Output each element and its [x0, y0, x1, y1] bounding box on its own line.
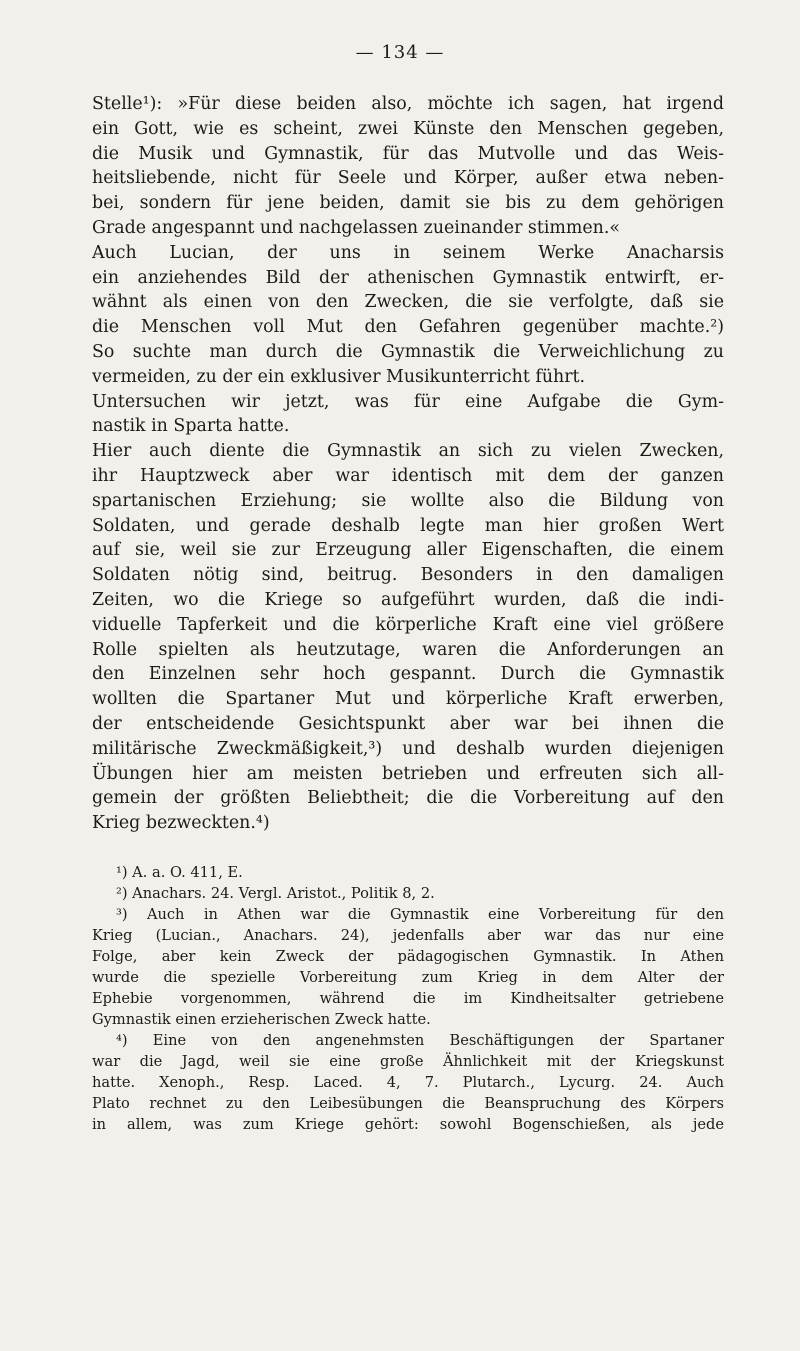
body-line: nastik in Sparta hatte. [92, 416, 290, 437]
footnote-line: Plato rechnet zu den Leibesübungen die Beanspruchung des Körpers [92, 1095, 724, 1112]
page-number: — 134 — [355, 42, 445, 63]
body-line: ihr Hauptzweck aber war identisch mit dem der ganzen [92, 465, 724, 486]
body-line: Zeiten, wo die Kriege so aufgeführt wurden, daß die indi- [92, 589, 724, 610]
footnote-line: war die Jagd, weil sie eine große Ähnlichkeit mit der Kriegskunst [92, 1053, 724, 1070]
body-line: spartanischen Erziehung; sie wollte also die Bildung von [92, 490, 724, 511]
body-line: ein Gott, wie es scheint, zwei Künste den Menschen gegeben, [92, 118, 724, 139]
footnote-line: in allem, was zum Kriege gehört: sowohl Bogenschießen, als jede [92, 1116, 724, 1133]
footnotes [92, 862, 724, 1135]
body-line: Übungen hier am meisten betrieben und erfreuten sich all- [92, 763, 724, 784]
body-line: die Musik und Gymnastik, für das Mutvolle und das Weis- [92, 143, 724, 164]
body-line: Grade angespannt und nachgelassen zueinander stimmen.« [92, 217, 621, 238]
body-line: Untersuchen wir jetzt, was für eine Aufgabe die Gym- [92, 391, 724, 412]
body-line: gemein der größten Beliebtheit; die die Vorbereitung auf den [92, 788, 724, 809]
body-line: bei, sondern für jene beiden, damit sie bis zu dem gehörigen [92, 193, 724, 214]
body-line: So suchte man durch die Gymnastik die Verweichlichung zu [92, 341, 724, 362]
footnote-line: Gymnastik einen erzieherischen Zweck hatte. [92, 1011, 431, 1028]
body-line: die Menschen voll Mut den Gefahren gegenüber machte.²) [92, 317, 724, 338]
footnote-line: Krieg (Lucian., Anachars. 24), jedenfalls aber war das nur eine [92, 927, 724, 944]
body-line: viduelle Tapferkeit und die körperliche Kraft eine viel größere [92, 614, 724, 635]
footnote-line: ¹) A. a. O. 411, E. [116, 864, 243, 881]
body-line: wollten die Spartaner Mut und körperliche Kraft erwerben, [92, 689, 724, 710]
body-line: Rolle spielten als heutzutage, waren die Anforderungen an [92, 639, 724, 660]
footnote-line: Ephebie vorgenommen, während die im Kindheitsalter getriebene [92, 990, 724, 1007]
footnote-line: ⁴) Eine von den angenehmsten Beschäftigungen der Spartaner [116, 1032, 724, 1049]
footnote-line: hatte. Xenoph., Resp. Laced. 4, 7. Plutarch., Lycurg. 24. Auch [92, 1074, 724, 1091]
body-line: Krieg bezweckten.⁴) [92, 813, 270, 834]
body-line: ein anziehendes Bild der athenischen Gymnastik entwirft, er- [92, 267, 724, 288]
body-line: Soldaten nötig sind, beitrug. Besonders in den damaligen [92, 565, 724, 586]
body-line: militärische Zweckmäßigkeit,³) und deshalb wurden diejenigen [92, 738, 724, 759]
body-line: Hier auch diente die Gymnastik an sich zu vielen Zwecken, [92, 441, 724, 462]
body-line: Auch Lucian, der uns in seinem Werke Anacharsis [92, 242, 724, 263]
body-line: auf sie, weil sie zur Erzeugung aller Eigenschaften, die einem [92, 540, 724, 561]
footnote-line: ³) Auch in Athen war die Gymnastik eine Vorbereitung für den [116, 906, 724, 923]
body-line: Soldaten, und gerade deshalb legte man hier großen Wert [92, 515, 724, 536]
body-line: den Einzelnen sehr hoch gespannt. Durch die Gymnastik [92, 664, 724, 685]
body-text [92, 92, 724, 836]
body-line: Stelle¹): »Für diese beiden also, möchte ich sagen, hat irgend [92, 94, 724, 114]
footnote-line: wurde die spezielle Vorbereitung zum Krieg in dem Alter der [92, 969, 724, 986]
footnote-line: Folge, aber kein Zweck der pädagogischen Gymnastik. In Athen [92, 948, 724, 965]
body-line: heitsliebende, nicht für Seele und Körper, außer etwa neben- [92, 168, 724, 189]
footnote-line: ²) Anachars. 24. Vergl. Aristot., Politik 8, 2. [116, 885, 435, 902]
body-line: wähnt als einen von den Zwecken, die sie verfolgte, daß sie [92, 292, 724, 313]
body-line: der entscheidende Gesichtspunkt aber war bei ihnen die [92, 713, 724, 734]
body-line: vermeiden, zu der ein exklusiver Musikunterricht führt. [92, 366, 586, 387]
